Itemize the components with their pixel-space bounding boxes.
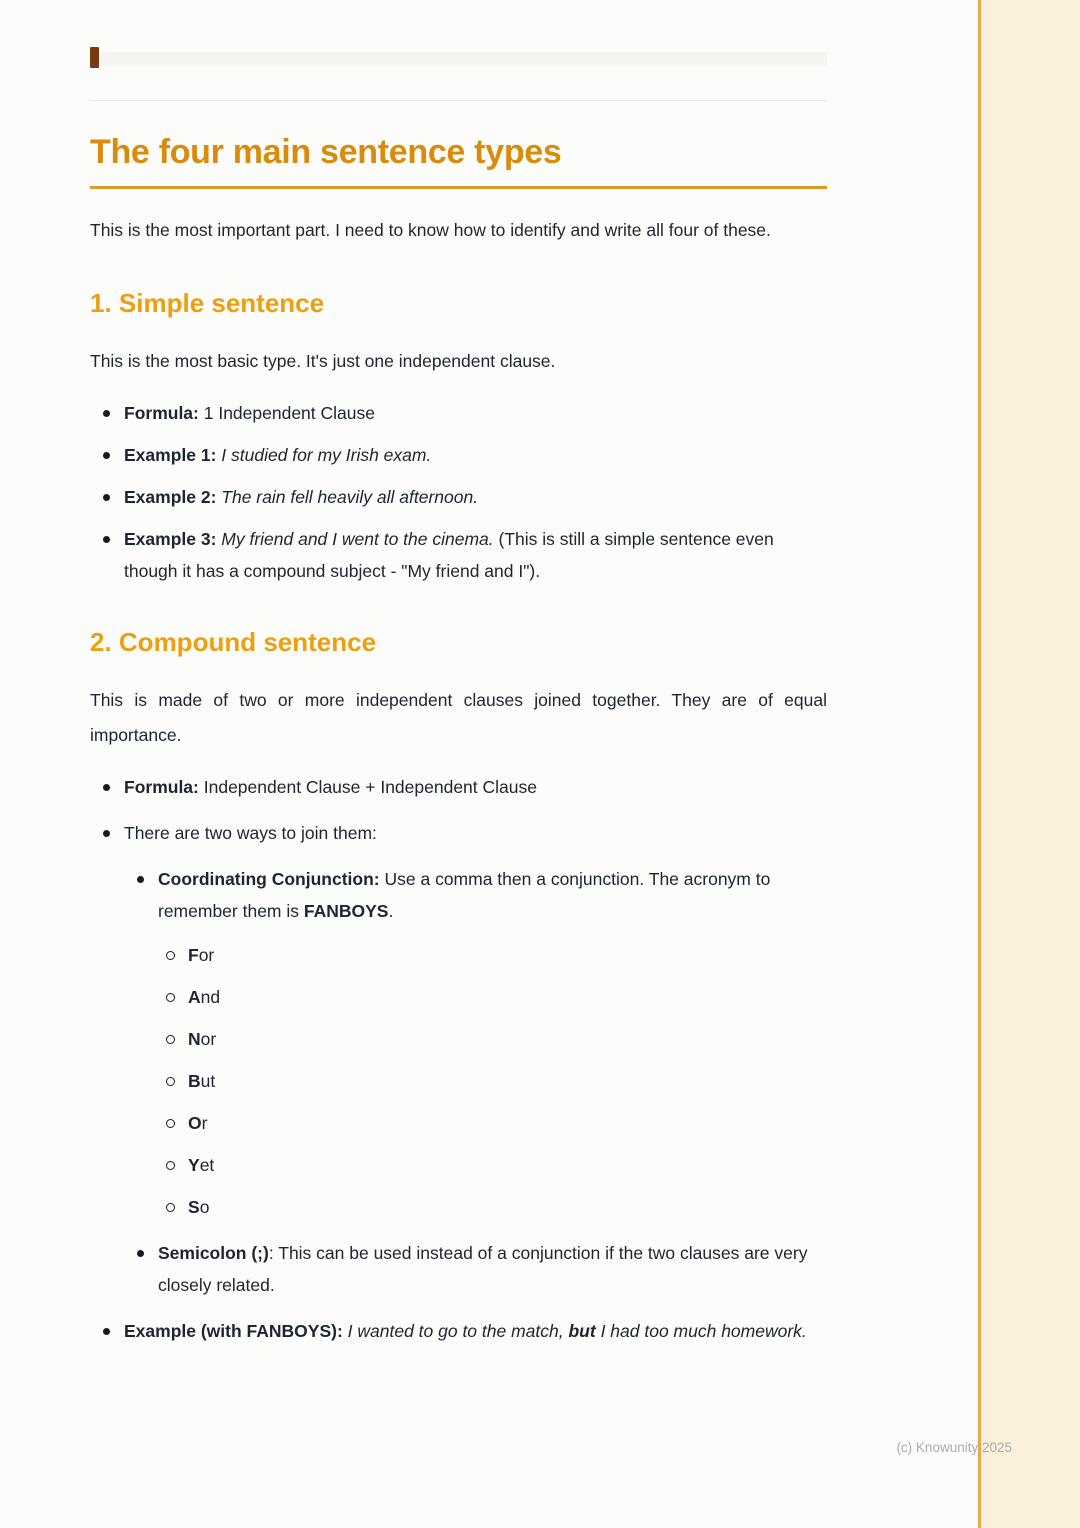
fanboys-rest: et <box>199 1155 215 1175</box>
item-italic-text: I had too much homework. <box>595 1321 807 1341</box>
join-ways-sublist <box>124 863 827 1301</box>
fanboys-rest: r <box>201 1113 208 1133</box>
fanboys-letter: F <box>188 945 199 965</box>
semicolon-item <box>158 1237 827 1301</box>
fanboys-letter: B <box>188 1071 201 1091</box>
item-text: Use a comma then a conjunction. The acronym to remember them is <box>158 869 771 921</box>
fanboys-rest: nd <box>200 987 221 1007</box>
item-text: There are two ways to join them: <box>124 823 377 843</box>
watermark: (c) Knowunity 2025 <box>896 1440 1012 1455</box>
item-bold-label: Coordinating Conjunction: <box>158 869 380 889</box>
fanboys-item-and <box>188 981 827 1013</box>
join-ways-item <box>124 817 827 1301</box>
fanboys-item-yet <box>188 1149 827 1181</box>
simple-sentence-list <box>90 397 827 587</box>
fanboys-rest: o <box>199 1197 210 1217</box>
fanboys-acronym: FANBOYS <box>303 901 389 921</box>
item-bold-label: Example 1: <box>124 445 217 465</box>
item-bold-label: Formula: <box>124 777 199 797</box>
item-bold-label: Formula: <box>124 403 199 423</box>
compound-example-item <box>124 1315 827 1347</box>
section-simple-sentence <box>90 286 827 587</box>
item-bold-label: Example 3: <box>124 529 217 549</box>
formula-item <box>124 771 827 803</box>
compound-lead-paragraph: This is made of two or more independent clauses joined together. They are of equal importance. <box>90 690 827 745</box>
simple-lead-paragraph: This is the most basic type. It's just one independent clause. <box>90 351 556 371</box>
fanboys-item-but <box>188 1065 827 1097</box>
section-heading-simple: 1. Simple sentence <box>90 288 325 318</box>
fanboys-list <box>158 939 827 1223</box>
item-text: : This can be used instead of a conjunction if the two clauses are very closely related. <box>158 1243 808 1295</box>
fanboys-item-so <box>188 1191 827 1223</box>
item-italic-text: My friend and I went to the cinema. <box>216 529 494 549</box>
item-italic-text: The rain fell heavily all afternoon. <box>216 487 479 507</box>
example-1-item <box>124 439 827 471</box>
item-bold-label: Semicolon (;) <box>158 1243 269 1263</box>
item-bold-italic-text: but <box>568 1321 596 1341</box>
page-edge-band <box>978 0 1080 1528</box>
item-text: (This is still a simple sentence even though it has a compound subject - "My friend and I"). <box>124 529 774 581</box>
fanboys-letter: O <box>188 1113 202 1133</box>
page-title: The four main sentence types <box>90 132 827 189</box>
fanboys-item-nor <box>188 1023 827 1055</box>
section-compound-sentence <box>90 625 827 1347</box>
fanboys-letter: N <box>188 1029 201 1049</box>
coordinating-conjunction-item <box>158 863 827 1223</box>
intro-paragraph: This is the most important part. I need to know how to identify and write all four of these. <box>90 220 771 240</box>
item-text: . <box>388 901 394 921</box>
item-text: Independent Clause + Independent Clause <box>198 777 537 797</box>
fanboys-item-or <box>188 1107 827 1139</box>
fanboys-rest: or <box>198 945 215 965</box>
content-area <box>90 0 827 1361</box>
fanboys-rest: ut <box>200 1071 216 1091</box>
fanboys-rest: or <box>200 1029 217 1049</box>
item-italic-text: I studied for my Irish exam. <box>216 445 432 465</box>
item-bold-label: Example 2: <box>124 487 217 507</box>
section-heading-compound: 2. Compound sentence <box>90 627 377 657</box>
fanboys-letter: Y <box>188 1155 200 1175</box>
item-bold-label: Example (with FANBOYS): <box>124 1321 343 1341</box>
compound-sentence-list <box>90 771 827 1347</box>
item-italic-text: I wanted to go to the match, <box>342 1321 569 1341</box>
fanboys-item-for <box>188 939 827 971</box>
fanboys-letter: A <box>188 987 201 1007</box>
item-text: 1 Independent Clause <box>198 403 375 423</box>
fanboys-letter: S <box>188 1197 200 1217</box>
example-3-item <box>124 523 827 587</box>
formula-item <box>124 397 827 429</box>
example-2-item <box>124 481 827 513</box>
